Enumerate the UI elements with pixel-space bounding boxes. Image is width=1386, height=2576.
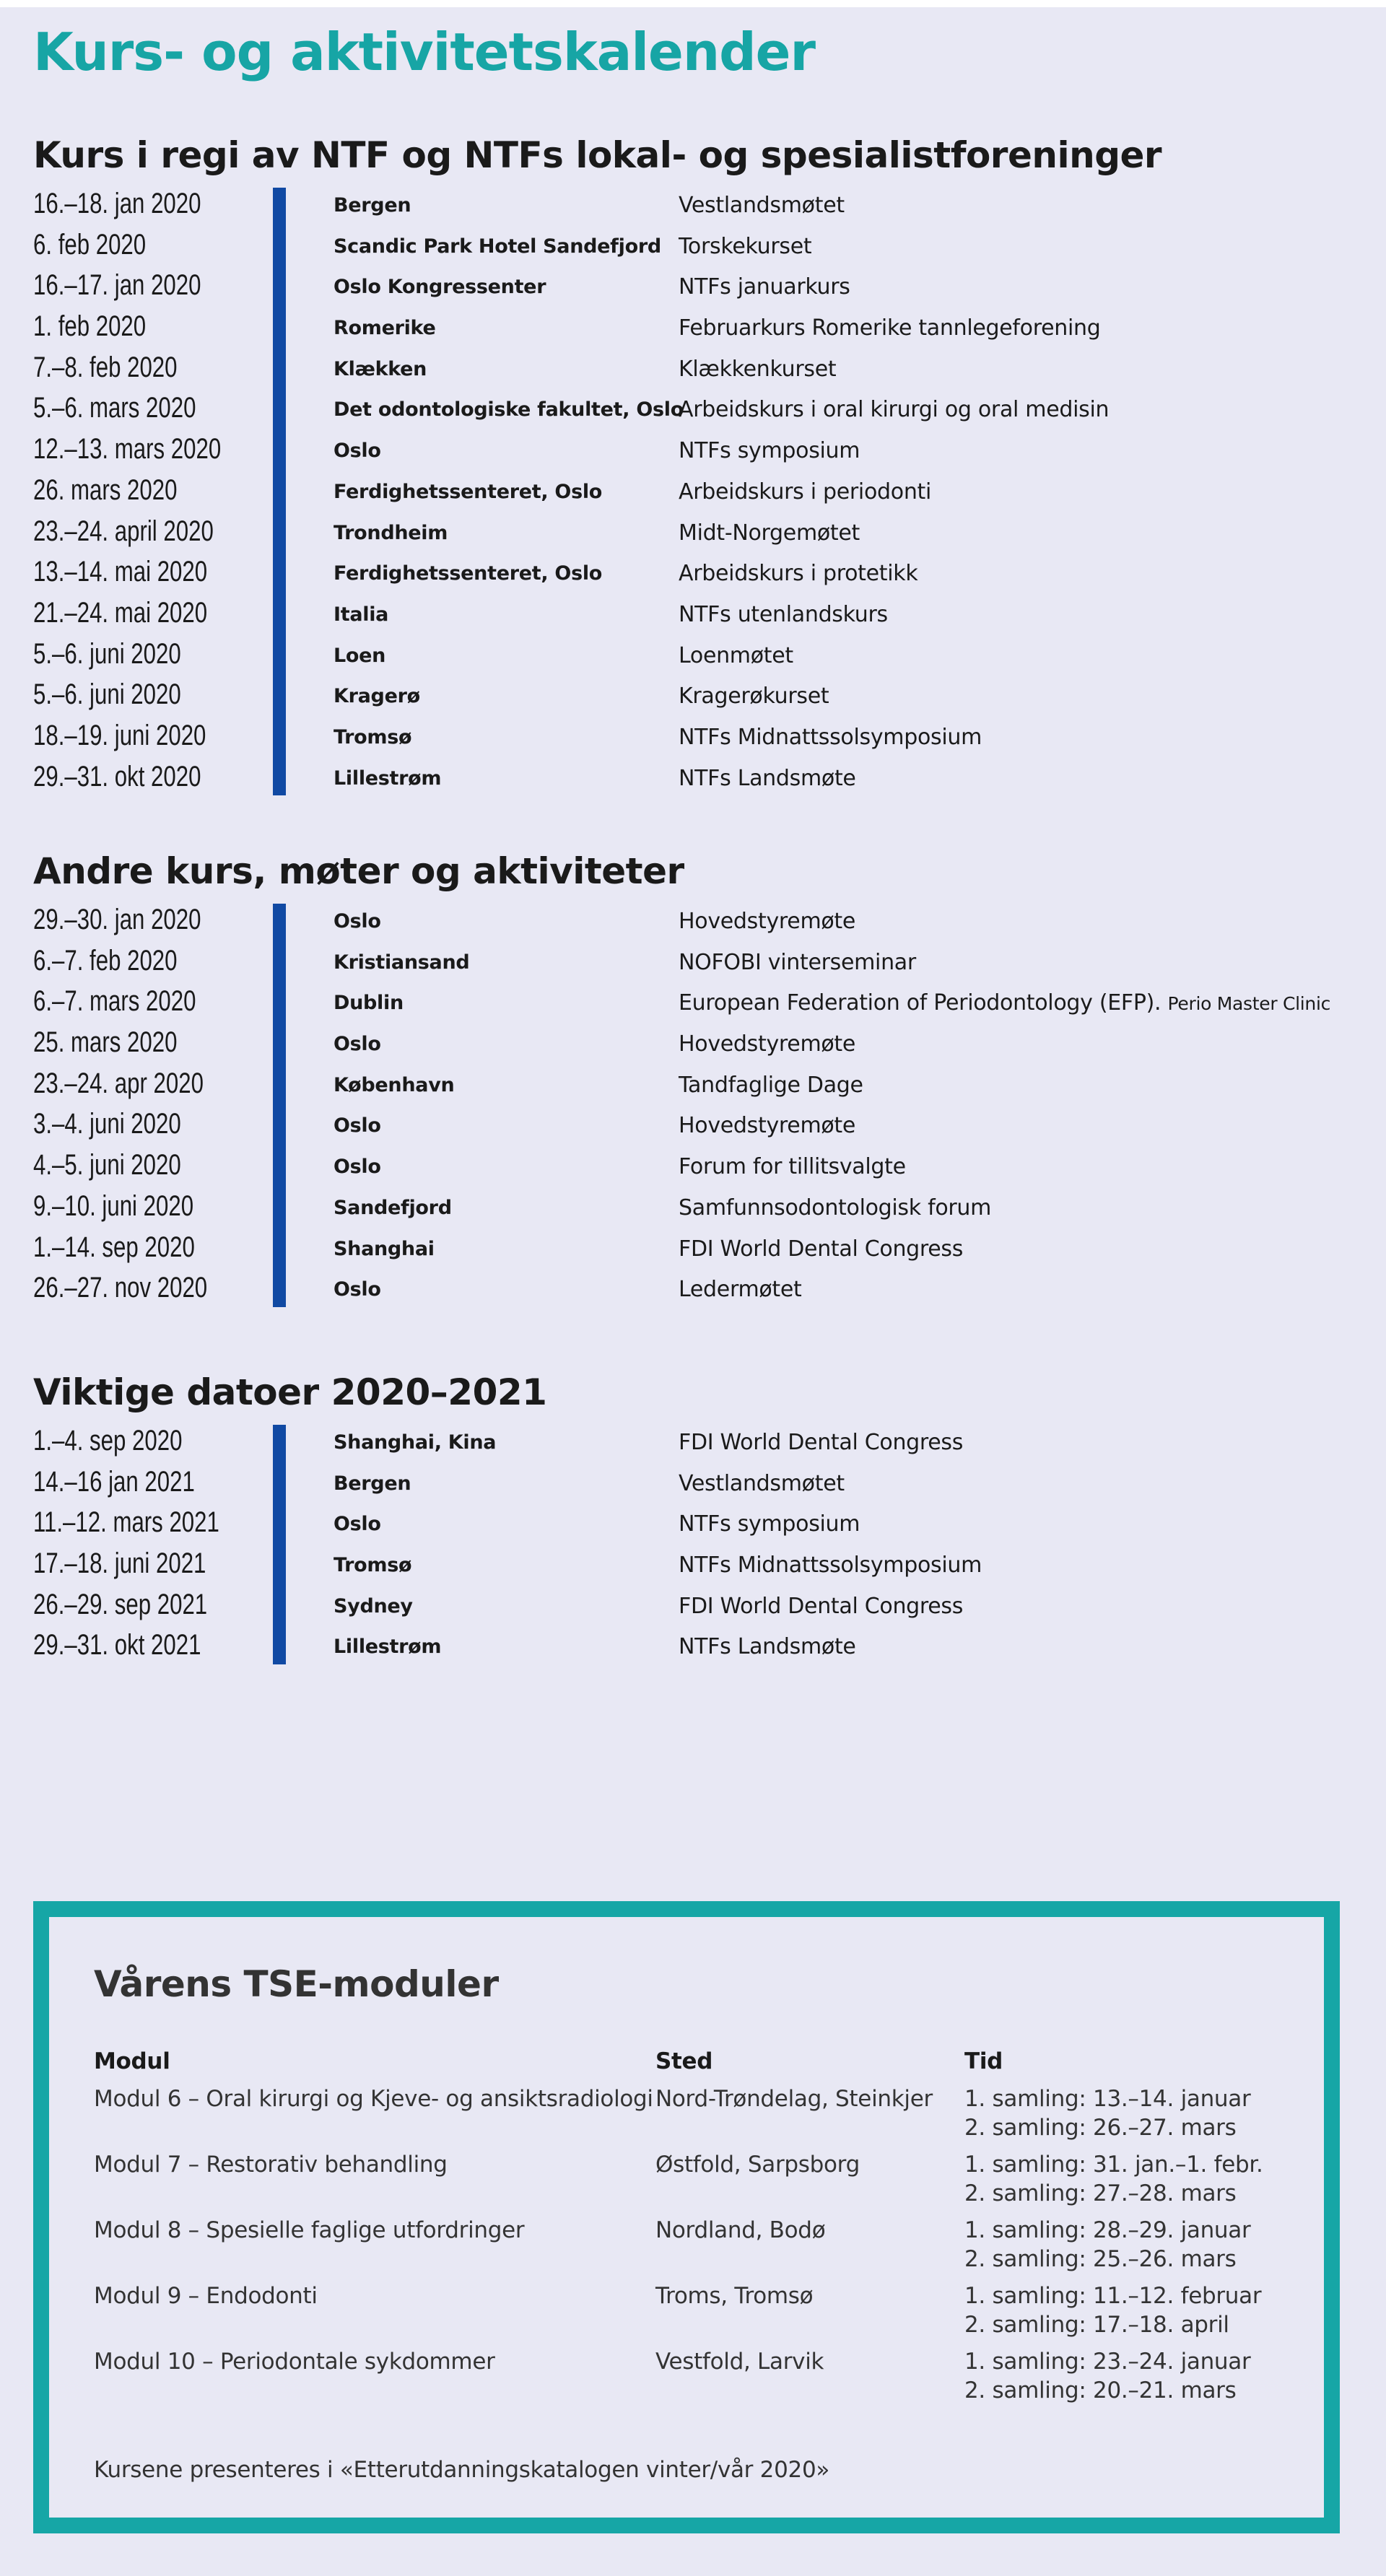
tse-row	[94, 2282, 1307, 2347]
event-name-text: Torskekurset	[679, 233, 812, 259]
event-row	[33, 981, 1361, 1022]
tse-modul: Modul 7 – Restorativ behandling	[94, 2152, 448, 2178]
tse-tid	[964, 2216, 1250, 2274]
tse-body	[94, 2084, 1307, 2413]
event-row	[33, 1145, 1361, 1186]
event-date: 5.–6. mars 2020	[33, 392, 196, 424]
event-name	[679, 1267, 802, 1312]
event-name-text: Midt-Norgemøtet	[679, 520, 860, 546]
event-date: 23.–24. apr 2020	[33, 1067, 204, 1099]
event-place: Trondheim	[334, 521, 448, 544]
event-place: Romerike	[334, 317, 436, 340]
event-row	[33, 756, 1361, 798]
event-name	[679, 1502, 860, 1547]
section-ntf-courses	[33, 130, 1361, 797]
event-row	[33, 224, 1361, 266]
event-date: 25. mars 2020	[33, 1026, 178, 1059]
event-row	[33, 511, 1361, 552]
event-date: 5.–6. juni 2020	[33, 637, 181, 670]
event-place: Oslo Kongressenter	[334, 276, 546, 299]
event-place: Loen	[334, 644, 386, 667]
event-name	[679, 429, 860, 473]
event-row	[33, 1063, 1361, 1104]
top-strip	[0, 0, 1386, 7]
tse-sted: Nordland, Bodø	[655, 2217, 826, 2243]
event-name-text: Kragerøkurset	[679, 684, 829, 710]
event-date: 21.–24. mai 2020	[33, 596, 208, 629]
event-row	[33, 388, 1361, 429]
event-row	[33, 1543, 1361, 1584]
event-name	[679, 756, 856, 801]
event-name-text: NTFs Midnattssolsymposium	[679, 724, 982, 750]
event-date: 29.–30. jan 2020	[33, 904, 201, 935]
event-place: Lillestrøm	[334, 767, 442, 790]
event-row	[33, 1267, 1361, 1309]
section-other-activities	[33, 846, 1361, 1309]
tse-sted: Vestfold, Larvik	[655, 2349, 824, 2375]
event-date: 14.–16 jan 2021	[33, 1465, 195, 1498]
event-place: Oslo	[334, 1114, 381, 1138]
event-name	[679, 593, 888, 637]
section-heading: Viktige datoer 2020–2021	[33, 1371, 547, 1413]
event-name-text: Tandfaglige Dage	[679, 1072, 863, 1098]
event-name	[679, 940, 916, 985]
event-name	[679, 224, 811, 269]
event-name	[679, 1543, 982, 1588]
event-date: 29.–31. okt 2020	[33, 760, 201, 793]
event-row	[33, 1625, 1361, 1666]
event-row	[33, 1227, 1361, 1268]
event-name	[679, 1145, 906, 1189]
page-title: Kurs- og aktivitetskalender	[33, 22, 815, 82]
event-date: 26.–27. nov 2020	[33, 1272, 208, 1304]
event-date: 6. feb 2020	[33, 228, 147, 261]
event-place: Italia	[334, 603, 389, 626]
event-place: Oslo	[334, 1033, 381, 1056]
section-heading: Andre kurs, møter og aktiviteter	[33, 850, 684, 892]
event-name-text: NTFs januarkurs	[679, 274, 850, 300]
event-row	[33, 429, 1361, 470]
tse-tid-second: 2. samling: 26.–27. mars	[964, 2115, 1237, 2141]
event-name	[679, 1462, 845, 1506]
event-name	[679, 674, 829, 719]
event-row	[33, 1022, 1361, 1063]
event-name	[679, 981, 1330, 1026]
event-name	[679, 183, 845, 228]
event-name	[679, 1227, 963, 1272]
tse-tid-first: 1. samling: 23.–24. januar	[964, 2349, 1251, 2375]
event-name-text: NTFs symposium	[679, 438, 860, 464]
event-place: Tromsø	[334, 1554, 412, 1577]
tse-modul: Modul 6 – Oral kirurgi og Kjeve- og ansiktsradiologi	[94, 2086, 653, 2112]
event-place: Ferdighetssenteret, Oslo	[334, 562, 603, 585]
event-row	[33, 551, 1361, 593]
event-list	[33, 183, 1361, 797]
tse-tid-second: 2. samling: 17.–18. april	[964, 2312, 1229, 2338]
event-name-text: NTFs symposium	[679, 1511, 860, 1537]
event-date: 11.–12. mars 2021	[33, 1506, 219, 1539]
event-name	[679, 470, 931, 515]
tse-footer: Kursene presenteres i «Etterutdanningskatalogen vinter/vår 2020»	[94, 2457, 830, 2483]
event-place: Dublin	[334, 992, 404, 1015]
tse-sted: Troms, Tromsø	[655, 2283, 814, 2309]
event-name	[679, 551, 918, 596]
event-date: 26.–29. sep 2021	[33, 1588, 208, 1620]
event-place: Shanghai, Kina	[334, 1431, 497, 1454]
tse-table	[94, 2047, 1307, 2413]
event-place: København	[334, 1073, 455, 1096]
event-list	[33, 899, 1361, 1309]
event-place: Det odontologiske fakultet, Oslo	[334, 398, 684, 422]
tse-tid	[964, 2282, 1261, 2339]
event-date: 26. mars 2020	[33, 473, 178, 506]
event-row	[33, 306, 1361, 347]
event-place: Shanghai	[334, 1237, 435, 1260]
event-name-text: NOFOBI vinterseminar	[679, 949, 916, 975]
event-name-text: Arbeidskurs i periodonti	[679, 479, 932, 505]
event-place: Kragerø	[334, 685, 420, 708]
event-date: 5.–6. juni 2020	[33, 678, 181, 711]
tse-tid-second: 2. samling: 27.–28. mars	[964, 2180, 1237, 2206]
event-place: Scandic Park Hotel Sandefjord	[334, 235, 661, 258]
event-place: Oslo	[334, 1513, 381, 1536]
event-place: Oslo	[334, 1278, 381, 1301]
event-name	[679, 1584, 963, 1629]
tse-sted: Østfold, Sarpsborg	[655, 2152, 860, 2178]
tse-title: Vårens TSE-moduler	[94, 1963, 499, 2005]
event-date: 7.–8. feb 2020	[33, 351, 178, 383]
event-name-text: NTFs Landsmøte	[679, 765, 856, 791]
event-name	[679, 306, 1100, 351]
tse-row	[94, 2347, 1307, 2413]
event-row	[33, 183, 1361, 224]
event-place: Oslo	[334, 440, 381, 463]
event-name	[679, 1625, 856, 1669]
event-place: Oslo	[334, 910, 381, 933]
event-date: 3.–4. juni 2020	[33, 1108, 181, 1140]
event-row	[33, 674, 1361, 715]
event-list	[33, 1420, 1361, 1666]
event-name	[679, 1104, 855, 1148]
event-row	[33, 899, 1361, 940]
event-name-text: European Federation of Periodontology (EFP).	[679, 990, 1161, 1016]
event-row	[33, 1186, 1361, 1227]
event-name	[679, 899, 855, 944]
event-row	[33, 1502, 1361, 1543]
event-name-text: FDI World Dental Congress	[679, 1593, 964, 1619]
header-sted: Sted	[655, 2048, 713, 2074]
event-name-text: Hovedstyremøte	[679, 1031, 856, 1057]
event-place: Oslo	[334, 1156, 381, 1179]
event-name	[679, 1022, 855, 1067]
event-place: Bergen	[334, 194, 411, 217]
event-name	[679, 347, 836, 392]
event-date: 12.–13. mars 2020	[33, 433, 222, 466]
event-name-text: Februarkurs Romerike tannlegeforening	[679, 315, 1101, 341]
event-date: 1. feb 2020	[33, 310, 147, 343]
event-date: 4.–5. juni 2020	[33, 1149, 181, 1182]
tse-tid-first: 1. samling: 28.–29. januar	[964, 2217, 1251, 2243]
event-row	[33, 347, 1361, 388]
tse-modul: Modul 9 – Endodonti	[94, 2283, 318, 2309]
event-date: 17.–18. juni 2021	[33, 1547, 206, 1580]
event-place: Lillestrøm	[334, 1636, 442, 1659]
event-name-text: Forum for tillitsvalgte	[679, 1154, 906, 1180]
event-name	[679, 265, 850, 310]
event-name	[679, 634, 793, 678]
event-date: 9.–10. juni 2020	[33, 1189, 194, 1222]
event-date: 1.–14. sep 2020	[33, 1231, 195, 1263]
event-name	[679, 511, 860, 556]
event-row	[33, 470, 1361, 511]
tse-tid	[964, 2150, 1263, 2208]
event-row	[33, 1104, 1361, 1145]
event-place: Bergen	[334, 1472, 411, 1495]
tse-tid	[964, 2084, 1250, 2142]
section-important-dates	[33, 1367, 1361, 1666]
event-note: Perio Master Clinic	[1167, 993, 1331, 1015]
event-place: Ferdighetssenteret, Oslo	[334, 480, 603, 503]
event-name-text: Vestlandsmøtet	[679, 193, 845, 218]
event-name-text: Hovedstyremøte	[679, 909, 856, 934]
section-heading: Kurs i regi av NTF og NTFs lokal- og spesialistforeninger	[33, 134, 1162, 176]
event-name-text: Arbeidskurs i oral kirurgi og oral medisin	[679, 397, 1110, 423]
event-name	[679, 1186, 991, 1231]
event-row	[33, 940, 1361, 982]
tse-header-row	[94, 2047, 1307, 2084]
event-date: 16.–17. jan 2020	[33, 269, 201, 302]
event-name-text: Klækkenkurset	[679, 356, 837, 382]
event-place: Kristiansand	[334, 951, 470, 974]
tse-tid-second: 2. samling: 20.–21. mars	[964, 2378, 1237, 2403]
tse-row	[94, 2084, 1307, 2150]
event-name-text: NTFs Landsmøte	[679, 1634, 856, 1660]
event-row	[33, 1584, 1361, 1625]
event-row	[33, 1420, 1361, 1462]
event-name-text: Arbeidskurs i protetikk	[679, 561, 918, 587]
event-name	[679, 388, 1109, 432]
tse-tid	[964, 2347, 1250, 2405]
event-name-text: NTFs Midnattssolsymposium	[679, 1553, 982, 1579]
tse-tid-first: 1. samling: 13.–14. januar	[964, 2086, 1251, 2112]
event-name	[679, 1063, 863, 1108]
event-name	[679, 1420, 963, 1465]
tse-modul: Modul 8 – Spesielle faglige utfordringer	[94, 2217, 525, 2243]
event-date: 29.–31. okt 2021	[33, 1629, 201, 1662]
tse-tid-first: 1. samling: 11.–12. februar	[964, 2283, 1262, 2309]
event-place: Sydney	[334, 1594, 413, 1617]
header-modul: Modul	[94, 2048, 170, 2074]
event-name-text: Ledermøtet	[679, 1277, 802, 1303]
event-date: 6.–7. feb 2020	[33, 944, 178, 977]
event-date: 6.–7. mars 2020	[33, 985, 196, 1018]
tse-sted: Nord-Trøndelag, Steinkjer	[655, 2086, 933, 2112]
event-name-text: FDI World Dental Congress	[679, 1236, 964, 1262]
event-row	[33, 634, 1361, 675]
event-place: Sandefjord	[334, 1196, 452, 1219]
event-row	[33, 593, 1361, 634]
tse-tid-second: 2. samling: 25.–26. mars	[964, 2246, 1237, 2272]
event-date: 13.–14. mai 2020	[33, 556, 208, 588]
tse-modul: Modul 10 – Periodontale sykdommer	[94, 2349, 495, 2375]
event-date: 18.–19. juni 2020	[33, 719, 206, 751]
event-place: Tromsø	[334, 725, 412, 748]
event-row	[33, 265, 1361, 306]
event-row	[33, 715, 1361, 756]
event-row	[33, 1462, 1361, 1503]
event-date: 23.–24. april 2020	[33, 515, 214, 547]
tse-modules-box	[33, 1901, 1340, 2533]
event-name-text: Loenmøtet	[679, 642, 793, 668]
event-name-text: Vestlandsmøtet	[679, 1470, 845, 1496]
event-name-text: NTFs utenlandskurs	[679, 601, 888, 627]
event-name-text: Samfunnsodontologisk forum	[679, 1195, 992, 1221]
event-name	[679, 715, 982, 760]
header-tid: Tid	[964, 2048, 1003, 2074]
tse-row	[94, 2216, 1307, 2282]
tse-tid-first: 1. samling: 31. jan.–1. febr.	[964, 2152, 1263, 2178]
event-date: 16.–18. jan 2020	[33, 188, 201, 219]
event-name-text: FDI World Dental Congress	[679, 1430, 964, 1455]
event-place: Klækken	[334, 357, 427, 380]
event-name-text: Hovedstyremøte	[679, 1113, 856, 1139]
event-date: 1.–4. sep 2020	[33, 1425, 183, 1457]
tse-row	[94, 2150, 1307, 2216]
